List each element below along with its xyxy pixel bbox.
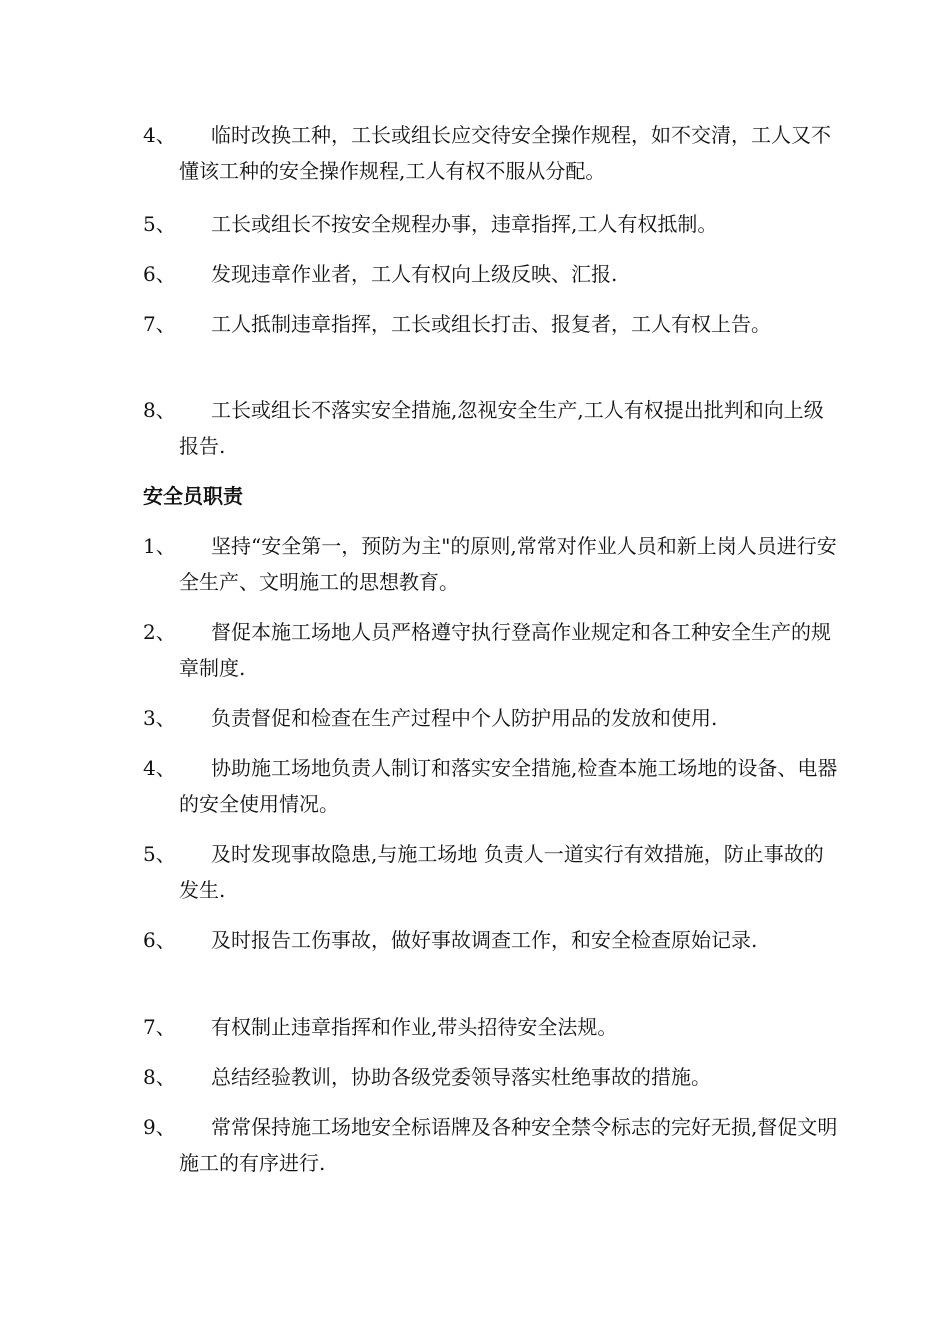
item-text: 坚持“安全第一，预防为主"的原则,常常对作业人员和新上岗人员进行安全生产、文明施工的思想教育。: [179, 534, 837, 594]
item-number: 1、: [143, 534, 176, 558]
list-item: [143, 256, 843, 292]
item-text: 发现违章作业者，工人有权向上级反映、汇报.: [211, 262, 618, 286]
item-number: 5、: [143, 212, 176, 236]
item-text: 总结经验教训，协助各级党委领导落实杜绝事故的措施。: [211, 1065, 711, 1089]
item-text: 及时报告工伤事故，做好事故调查工作，和安全检查原始记录.: [211, 928, 758, 952]
item-number: 5、: [143, 842, 176, 866]
list-item: [143, 700, 843, 736]
list-item: [143, 1059, 843, 1095]
item-number: 2、: [143, 620, 176, 644]
list-item: [143, 836, 843, 908]
item-number: 3、: [143, 706, 176, 730]
item-text: 负责督促和检查在生产过程中个人防护用品的发放和使用.: [211, 706, 718, 730]
item-text: 督促本施工场地人员严格遵守执行登高作业规定和各工种安全生产的规章制度.: [179, 620, 831, 680]
item-text: 及时发现事故隐患,与施工场地 负责人一道实行有效措施，防止事故的发生.: [179, 842, 824, 902]
item-number: 4、: [143, 123, 176, 147]
list-item: [143, 117, 843, 189]
section-heading: 安全员职责: [143, 484, 243, 508]
list-item: [143, 528, 843, 600]
list-item: [143, 614, 843, 686]
list-item: [143, 306, 843, 342]
item-text: 临时改换工种，工长或组长应交待安全操作规程，如不交清，工人又不懂该工种的安全操作规程,工人有权不服从分配。: [179, 123, 831, 183]
list-item: [143, 1109, 843, 1181]
item-number: 6、: [143, 928, 176, 952]
item-text: 工长或组长不按安全规程办事，违章指挥,工人有权抵制。: [211, 212, 718, 236]
item-text: 常常保持施工场地安全标语牌及各种安全禁令标志的完好无损,督促文明施工的有序进行.: [179, 1115, 838, 1175]
item-number: 4、: [143, 756, 176, 780]
list-item: [143, 206, 843, 242]
item-text: 协助施工场地负责人制订和落实安全措施,检查本施工场地的设备、电器的安全使用情况。: [179, 756, 838, 816]
list-item: [143, 750, 843, 822]
item-number: 9、: [143, 1115, 176, 1139]
item-number: 8、: [143, 398, 176, 422]
item-number: 7、: [143, 312, 176, 336]
item-text: 有权制止违章指挥和作业,带头招待安全法规。: [211, 1015, 618, 1039]
item-text: 工长或组长不落实安全措施,忽视安全生产,工人有权提出批判和向上级报告.: [179, 398, 824, 458]
item-number: 7、: [143, 1015, 176, 1039]
item-text: 工人抵制违章指挥，工长或组长打击、报复者，工人有权上告。: [211, 312, 771, 336]
list-item: [143, 392, 843, 464]
list-item: [143, 922, 843, 958]
item-number: 8、: [143, 1065, 176, 1089]
item-number: 6、: [143, 262, 176, 286]
list-item: [143, 1009, 843, 1045]
